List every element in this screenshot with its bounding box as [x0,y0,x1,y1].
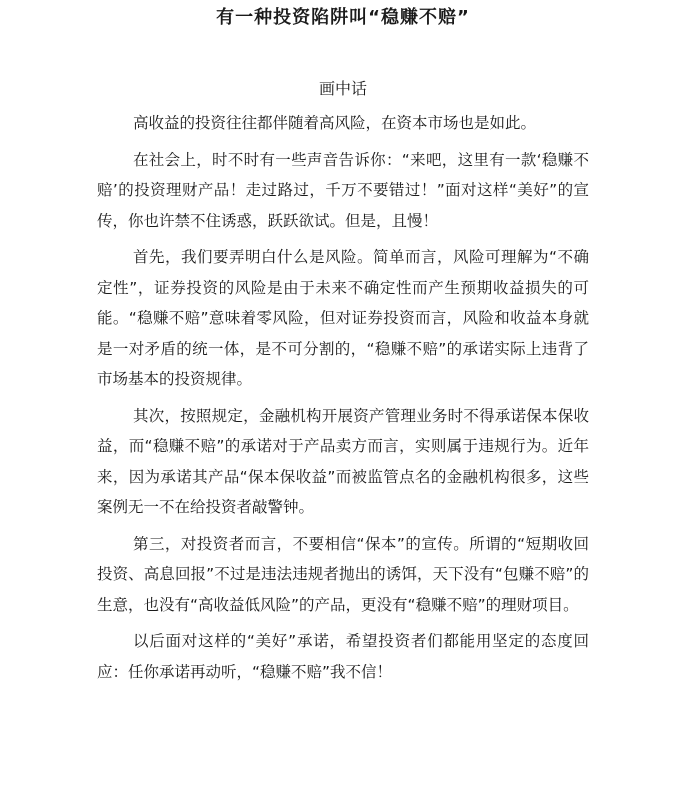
paragraph-conclusion: 以后面对这样的“美好”承诺，希望投资者们都能用坚定的态度回应：任你承诺再动听，“稳赚不赔”我不信！ [97,632,589,681]
paragraph-temptation: 在社会上，时不时有一些声音告诉你：“来吧，这里有一款‘稳赚不赔’的投资理财产品！走过路过，千万不要错过！”面对这样“美好”的宣传，你也许禁不住诱惑，跃跃欲试。但是，且慢！ [97,150,589,230]
article-title: 有一种投资陷阱叫“稳赚不赔” [216,7,470,28]
article-body [97,108,589,693]
paragraph-intro: 高收益的投资往往都伴随着高风险，在资本市场也是如此。 [133,114,537,132]
paragraph-first-risk: 首先，我们要弄明白什么是风险。简单而言，风险可理解为“不确定性”，证券投资的风险是由于未来不确定性而产生预期收益损失的可能。“稳赚不赔”意味着零风险，但对证券投资而言，风险和收益本身就是一对矛盾的统一体，是不可分割的，“稳赚不赔”的承诺实际上违背了市场基本的投资规律。 [97,248,589,388]
paragraph-second-regulation: 其次，按照规定，金融机构开展资产管理业务时不得承诺保本保收益，而“稳赚不赔”的承诺对于产品卖方而言，实则属于违规行为。近年来，因为承诺其产品“保本保收益”而被监管点名的金融机构很多，这些案例无一不在给投资者敲警钟。 [97,406,589,516]
article-subtitle: 画中话 [318,79,367,98]
paragraph-third-advice: 第三，对投资者而言，不要相信“保本”的宣传。所谓的“短期收回投资、高息回报”不过是违法违规者抛出的诱饵，天下没有“包赚不赔”的生意，也没有“高收益低风险”的产品，更没有“稳赚不赔”的理财项目。 [97,534,589,614]
